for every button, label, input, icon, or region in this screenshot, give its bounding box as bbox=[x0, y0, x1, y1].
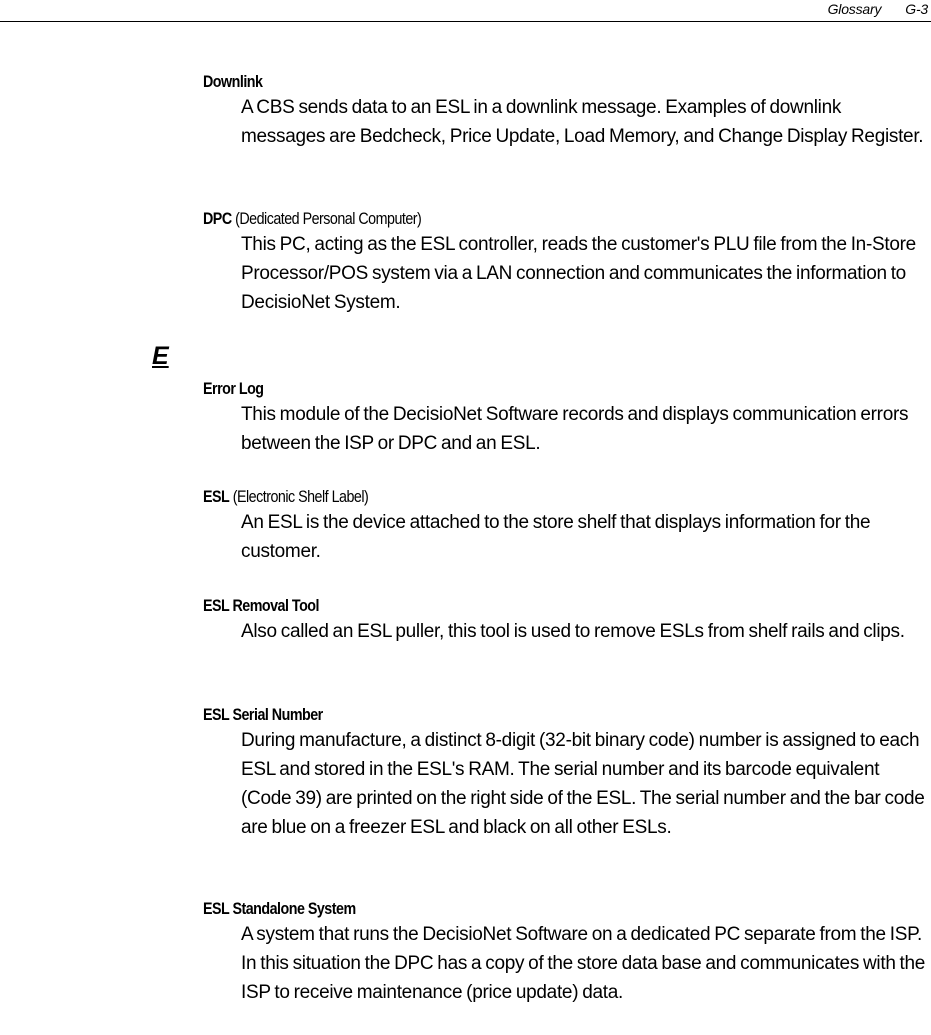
term-name: Downlink bbox=[203, 72, 263, 91]
glossary-term bbox=[203, 208, 811, 230]
page-number: G-3 bbox=[905, 1, 928, 17]
glossary-term bbox=[203, 704, 811, 726]
glossary-term bbox=[203, 898, 811, 920]
glossary-term bbox=[203, 378, 811, 400]
glossary-definition: This module of the DecisioNet Software records and displays communication errors between the ISP or DPC and an ESL. bbox=[241, 404, 909, 454]
term-name: Error Log bbox=[203, 379, 264, 398]
term-expansion: (Electronic Shelf Label) bbox=[229, 487, 369, 506]
glossary-entry bbox=[203, 208, 927, 317]
glossary-definition: Also called an ESL puller, this tool is used to remove ESLs from shelf rails and clips. bbox=[241, 621, 905, 642]
glossary-term bbox=[203, 595, 811, 617]
term-name: ESL Serial Number bbox=[203, 705, 323, 724]
term-name: ESL Standalone System bbox=[203, 899, 356, 918]
glossary-definition: A CBS sends data to an ESL in a downlink message. Examples of downlink messages are Bedcheck, Price Update, Load Memory, and Change Display Register. bbox=[241, 97, 924, 147]
glossary-entry bbox=[203, 71, 927, 151]
glossary-term bbox=[203, 486, 811, 508]
glossary-entry bbox=[203, 898, 927, 1007]
glossary-definition: A system that runs the DecisioNet Software on a dedicated PC separate from the ISP. In this situation the DPC has a copy of the store data base and communicates with the ISP to receive maintenance (price update) data. bbox=[241, 924, 926, 1003]
glossary-term bbox=[203, 71, 811, 93]
page-header bbox=[0, 0, 931, 22]
term-name: ESL bbox=[203, 487, 230, 506]
term-expansion: (Dedicated Personal Computer) bbox=[231, 209, 422, 228]
term-name: DPC bbox=[203, 209, 232, 228]
glossary-definition: An ESL is the device attached to the store shelf that displays information for the customer. bbox=[241, 512, 871, 562]
section-letter: E bbox=[152, 342, 169, 370]
glossary-entry bbox=[203, 704, 927, 842]
glossary-entry bbox=[203, 595, 927, 646]
glossary-definition: This PC, acting as the ESL controller, reads the customer's PLU file from the In-Store Processor/POS system via a LAN connection and communicates the information to DecisioNet System. bbox=[241, 234, 916, 313]
glossary-definition: During manufacture, a distinct 8-digit (32-bit binary code) number is assigned to each ESL and stored in the ESL's RAM. The serial number and its barcode equivalent (Code 39) are printed on the right side of the ESL. The serial number and the bar code are blue on a freezer ESL and black on all other ESLs. bbox=[241, 730, 925, 838]
glossary-entry bbox=[203, 378, 927, 458]
section-name: Glossary bbox=[827, 1, 882, 17]
running-head bbox=[828, 1, 928, 17]
term-name: ESL Removal Tool bbox=[203, 596, 319, 615]
glossary-entry bbox=[203, 486, 927, 566]
